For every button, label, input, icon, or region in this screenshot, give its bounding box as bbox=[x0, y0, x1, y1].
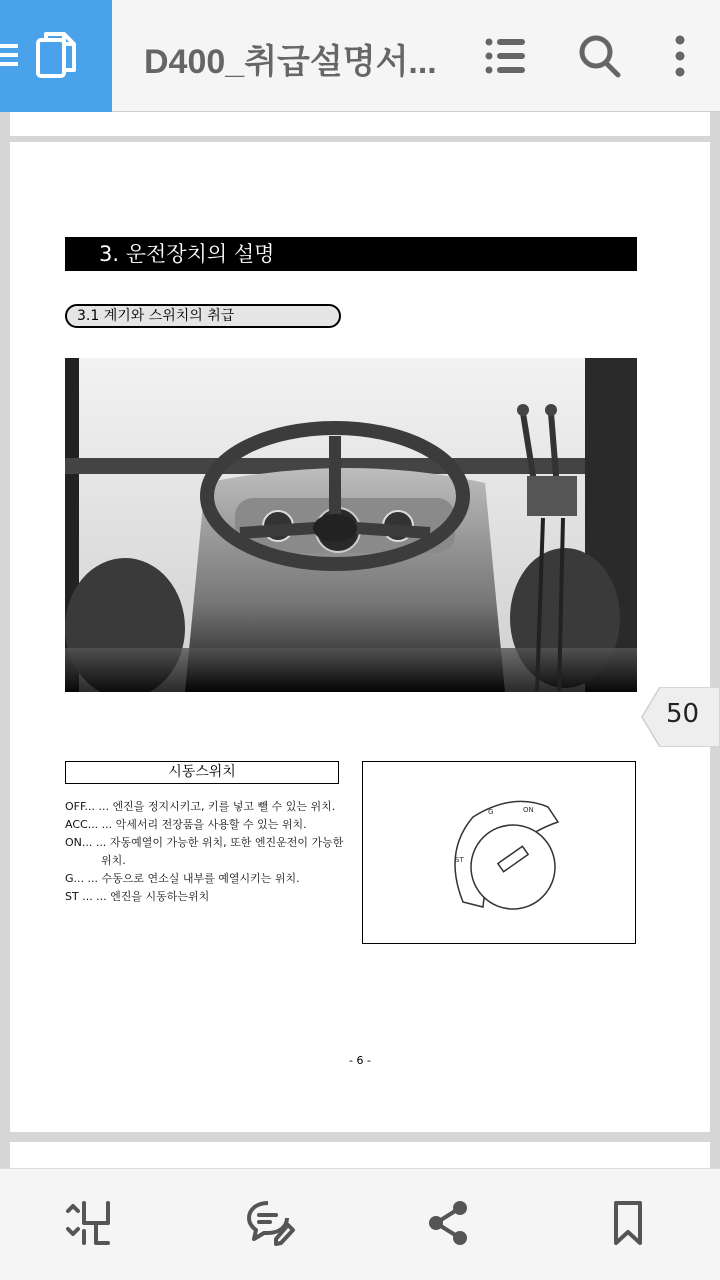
page-indicator-number: 50 bbox=[666, 699, 700, 729]
switch-line-g: G... ... 수동으로 연소실 내부를 예열시키는 위치. bbox=[65, 872, 300, 885]
share-icon[interactable] bbox=[426, 1199, 470, 1247]
documents-button[interactable] bbox=[0, 0, 112, 112]
page-number: - 6 - bbox=[349, 1054, 371, 1067]
document-copy-icon bbox=[34, 30, 78, 82]
document-viewer[interactable] bbox=[0, 112, 720, 1168]
svg-text:G: G bbox=[488, 808, 494, 816]
ignition-switch-diagram bbox=[362, 761, 636, 944]
bookmark-icon[interactable] bbox=[610, 1199, 646, 1247]
svg-text:ST: ST bbox=[455, 856, 464, 864]
switch-line-acc: ACC... ... 악세서리 전장품을 사용할 수 있는 위치. bbox=[65, 818, 307, 831]
switch-line-off: OFF... ... 엔진을 정지시키고, 키를 넣고 뺄 수 있는 위치. bbox=[65, 800, 336, 813]
previous-page bbox=[10, 112, 710, 136]
switch-line-on-cont: 위치. bbox=[101, 854, 126, 867]
section-header: 3. 운전장치의 설명 bbox=[65, 237, 637, 271]
comment-edit-icon[interactable] bbox=[246, 1199, 296, 1247]
switch-line-st: ST ... ... 엔진을 시동하는위치 bbox=[65, 890, 210, 903]
more-vert-icon[interactable] bbox=[670, 32, 690, 80]
svg-text:ON: ON bbox=[523, 806, 534, 814]
document-title: D400_취급설명서... bbox=[144, 43, 437, 81]
app-bar bbox=[0, 0, 720, 112]
switch-section-title: 시동스위치 bbox=[65, 761, 339, 784]
subsection-title: 3.1 계기와 스위치의 취급 bbox=[65, 304, 341, 328]
bottom-toolbar bbox=[0, 1168, 720, 1280]
tractor-cabin-photo bbox=[65, 358, 637, 692]
search-icon[interactable] bbox=[577, 32, 623, 80]
next-page bbox=[10, 1142, 710, 1168]
list-icon[interactable] bbox=[484, 32, 526, 80]
page-indicator-badge[interactable] bbox=[640, 687, 720, 747]
switch-line-on: ON... ... 자동예열이 가능한 위치, 또한 엔진운전이 가능한 bbox=[65, 836, 344, 849]
switch-description-list bbox=[65, 798, 355, 906]
page-layout-icon[interactable] bbox=[64, 1199, 112, 1247]
document-page bbox=[10, 142, 710, 1132]
menu-icon bbox=[0, 44, 18, 71]
